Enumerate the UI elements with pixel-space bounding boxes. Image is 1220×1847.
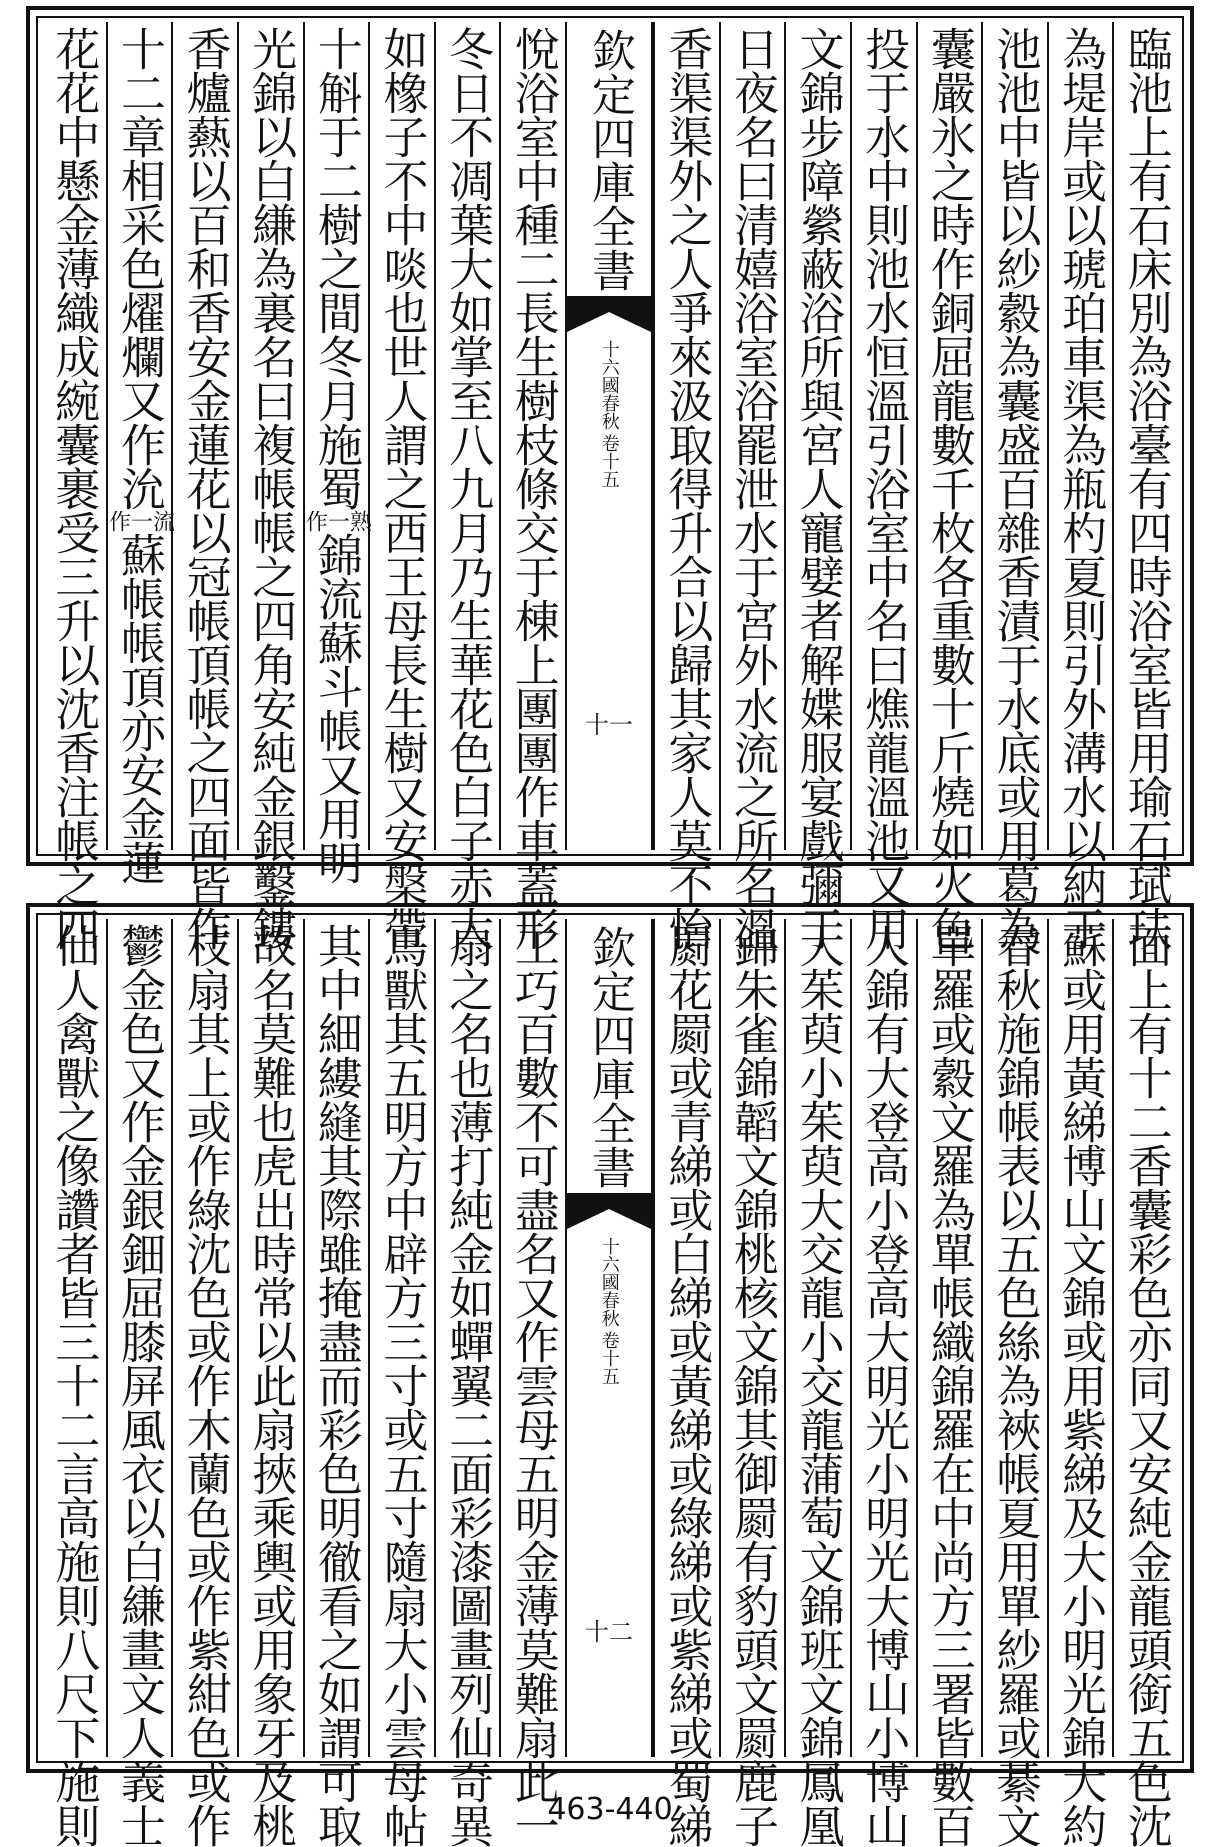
variant-note: 熟一作 — [302, 510, 372, 532]
text-columns — [42, 22, 1178, 950]
fishtail-mark-icon — [567, 296, 651, 336]
text-column — [171, 919, 237, 1847]
text-column — [237, 919, 303, 1847]
book-title: 十六國春秋 — [598, 1237, 620, 1327]
text-column — [303, 919, 369, 1847]
variant-note: 流一作 — [105, 510, 175, 532]
column-text: 單羅或縠文羅為單帳織錦羅在中尚方三署皆數百 — [922, 923, 976, 1847]
column-text: 十斛于二樹之間冬月施蜀 — [309, 26, 363, 510]
text-column — [850, 919, 916, 1847]
text-column — [916, 22, 982, 950]
volume-label: 卷十五 — [598, 1331, 620, 1385]
column-text: 花花中懸金薄織成綩囊裹受三升以沈香注帳之四 — [47, 26, 101, 950]
column-text: 香渠渠外之人爭來汲取得升合以歸其家人莫不怡 — [660, 26, 714, 950]
text-column — [171, 22, 237, 950]
column-text: 仙人禽獸之像讚者皆三十二言高施則八尺下施則 — [47, 923, 101, 1847]
page-number: 十一 — [585, 711, 633, 739]
column-text: 罽花罽或青綈或白綈或黃綈或綠綈或紫綈或蜀綈 — [660, 923, 714, 1847]
page-number: 十二 — [585, 1618, 633, 1646]
column-text: 蘇或用黃綈博山文錦或用紫綈及大小明光錦大約 — [1054, 923, 1108, 1847]
text-column — [981, 919, 1047, 1847]
column-text: 枝扇其上或作綠沈色或作木蘭色或作紫紺色或作 — [178, 923, 232, 1847]
text-column — [1047, 22, 1113, 950]
column-text: 故名莫難也虎出時常以此扇挾乘輿或用象牙及桃 — [244, 923, 298, 1847]
column-text: 光錦以白縑為裏名曰複帳帳之四角安純金銀鑿鏤 — [244, 26, 298, 950]
text-column — [981, 22, 1047, 950]
column-text: 人錦有大登高小登高大明光小明光大博山小博山 — [857, 923, 911, 1847]
text-column — [916, 919, 982, 1847]
text-column — [719, 919, 785, 1847]
text-column — [1112, 919, 1178, 1847]
column-text: 扇之名也薄打純金如蟬翼二面彩漆圖畫列仙奇異 — [441, 923, 495, 1847]
page-center-fold — [565, 919, 653, 1757]
column-text: 投于水中則池水恒溫引浴室中名曰燋龍溫池又用 — [857, 26, 911, 950]
page-center-fold — [565, 22, 653, 850]
text-column — [1047, 919, 1113, 1847]
column-text: 囊嚴氷之時作銅屈龍數千枚各重數十斤燒如火色 — [922, 26, 976, 950]
column-text: 工巧百數不可盡名又作雲母五明金薄莫難扇此一 — [506, 923, 560, 1847]
text-column — [1112, 22, 1178, 950]
column-text: 大茱萸小茱萸大交龍小交龍蒲萄文錦班文錦鳳凰 — [791, 923, 845, 1847]
text-column — [42, 22, 106, 950]
text-column — [784, 22, 850, 950]
column-text: 為堤岸或以琥珀車渠為瓶杓夏則引外溝水以納于 — [1054, 26, 1108, 950]
text-column — [499, 22, 565, 950]
column-text: 日夜名曰清嬉浴室浴罷泄水于宮外水流之所名溫 — [725, 26, 779, 950]
text-column — [434, 22, 500, 950]
text-column — [653, 919, 719, 1847]
text-column — [368, 22, 434, 950]
text-column — [302, 22, 372, 884]
column-text: 鳥獸其五明方中辟方三寸或五寸隨扇大小雲母帖 — [375, 923, 429, 1847]
column-text: 春秋施錦帳表以五色絲為裌帳夏用單紗羅或綦文 — [988, 923, 1042, 1847]
text-column — [237, 22, 303, 950]
column-text: 文錦步障縈蔽浴所與宮人寵嬖者解媟服宴戲彌于 — [791, 26, 845, 950]
collection-title: 欽定四庫全書 — [584, 925, 635, 1189]
fishtail-mark-icon — [567, 1193, 651, 1233]
text-column — [106, 919, 172, 1847]
column-text: 鬱金色又作金銀鈿屈膝屏風衣以白縑畫文人義士 — [112, 923, 166, 1847]
column-text: 悅浴室中種二長生樹枝條交于棟上團團作車蓋形 — [506, 26, 560, 950]
text-column — [434, 919, 500, 1847]
page-panel-top — [26, 6, 1194, 950]
text-column — [499, 919, 565, 1847]
volume-label: 卷十五 — [598, 434, 620, 488]
text-column — [105, 22, 175, 884]
text-column — [42, 919, 106, 1847]
column-text: 錦朱雀錦韜文錦桃核文錦其御罽有豹頭文罽鹿子 — [725, 923, 779, 1847]
text-column — [368, 919, 434, 1847]
page-code: 463-440 — [547, 1792, 673, 1827]
column-text: 池池中皆以紗縠為囊盛百雜香漬于水底或用葛為 — [988, 26, 1042, 950]
column-text: 面上有十二香囊彩色亦同又安純金龍頭銜五色沈 — [1119, 923, 1173, 1847]
column-text: 其中細縷縫其際雖掩盡而彩色明徹看之如謂可取 — [309, 923, 363, 1847]
book-title: 十六國春秋 — [598, 340, 620, 430]
column-text: 冬日不凋葉大如掌至八九月乃生華花色白子赤大 — [441, 26, 495, 950]
column-text: 錦流蘇斗帳又用明 — [309, 532, 363, 884]
column-text: 如橡子不中啖也世人謂之西王母長生樹又安槃帶 — [375, 26, 429, 950]
text-column — [719, 22, 785, 950]
collection-title: 欽定四庫全書 — [584, 28, 635, 292]
column-text: 臨池上有石床別為浴臺有四時浴室皆用瑜石珷玞 — [1119, 26, 1173, 950]
column-text: 香爐爇以百和香安金蓮花以冠帳頂帳之四面皆作 — [178, 26, 232, 950]
column-text: 十二章相采色燿爛又作沇 — [112, 26, 166, 510]
text-column — [850, 22, 916, 950]
column-text: 蘇帳帳頂亦安金蓮 — [112, 532, 166, 884]
text-column — [784, 919, 850, 1847]
text-column — [653, 22, 719, 950]
